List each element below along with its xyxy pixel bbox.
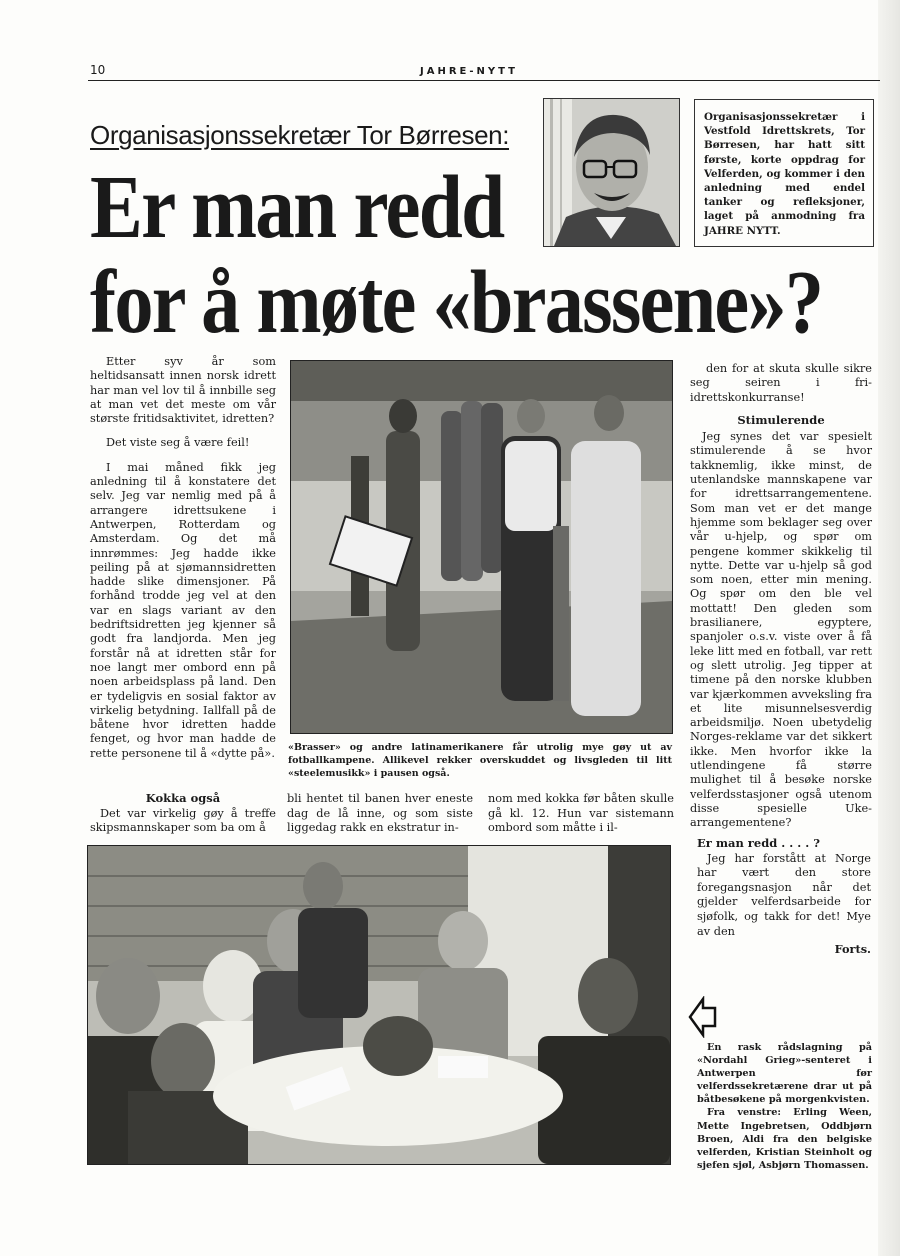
- photo-caption: «Brasser» og andre latinamerikanere får utrolig mye gøy ut av fotballkampene. Allikevel rekker overskuddet og livsgleden til litt «steelemusikk» i pausen også.: [288, 742, 672, 780]
- arrow-left-icon: [688, 996, 718, 1038]
- headline-line-1: Er man redd: [90, 158, 504, 257]
- subheading: Stimulerende: [737, 412, 825, 427]
- paragraph: Det var virkelig gøy å treffe skipsmannskaper som ba om å: [90, 806, 276, 834]
- article-column-1: [90, 355, 276, 771]
- subheading: Kokka også: [145, 791, 221, 805]
- paragraph: den for at skuta skulle sikre seg seiren i fri-idrettskonkurranse!: [690, 362, 872, 404]
- caption-paragraph: Fra venstre: Erling Ween, Mette Ingebretsen, Oddbjørn Broen, Aldi fra den belgiske velferden, Kristian Steinholt og sjefen sjøl, Asbjørn Thomassen.: [697, 1107, 872, 1171]
- kokka-section: [90, 791, 276, 836]
- article-column-3: [690, 362, 872, 839]
- page-edge: [878, 0, 900, 1256]
- continued-marker: Forts.: [834, 942, 871, 957]
- article-kicker: Organisasjonssekretær Tor Børresen:: [90, 120, 510, 150]
- paragraph: Det viste seg å være feil!: [106, 436, 250, 450]
- paragraph: Etter syv år som heltidsansatt innen norsk idrett har man vel lov til å innbille seg at man vet det meste om vår største fritidsaktivitet, idretten?: [90, 355, 276, 426]
- paragraph: Jeg har forstått at Norge har vært den store foregangsnasjon når det gjelder velferdsarbeide for sjøfolk, og takk for det! Mye av den: [697, 851, 871, 938]
- meeting-photo: [87, 845, 671, 1165]
- header-rule: [88, 80, 880, 81]
- paragraph: I mai måned fikk jeg anledning til å konstatere det selv. Jeg var nemlig med på å arrangere idrettsukene i Antwerpen, Rotterdam og Amsterdam. Og det må innrømmes: Jeg hadde ikke peiling på at sjømannsidretten hadde slike dimensjoner. På forhånd trodde jeg vel at den var en slags variant av den bedriftsidretten jeg kjenner så godt fra landjorda. Men jeg forstår nå at idretten står for noe langt mer ombord enn på noen arbeidsplass på land. Den er tydeligvis en sosial faktor av virkelig betydning. Iallfall på de båtene hvor idretten hadde fenget, og hvor man hadde de rette personene til å «dytte på».: [90, 460, 276, 760]
- magazine-name: JAHRE-NYTT: [420, 66, 518, 77]
- text-snippet-mid: bli hentet til banen hver eneste dag de lå inne, og som siste liggedag rakk en ekstratur in-: [287, 792, 473, 834]
- portrait-photo: [543, 98, 680, 247]
- page-number: 10: [90, 63, 106, 77]
- intro-box: Organisasjonssekretær i Vestfold Idrettskrets, Tor Børresen, har hatt sitt første, korte oppdrag for Velferden, og kommer i den anledning med endel tanker og refleksjoner, laget på anmodning fra JAHRE NYTT.: [694, 99, 874, 247]
- article-column-4: [697, 828, 871, 957]
- text-snippet-right: nom med kokka før båten skulle gå kl. 12. Hun var sistemann ombord som måtte i il-: [488, 792, 674, 834]
- photo-caption-2: [697, 1041, 872, 1172]
- caption-paragraph: En rask rådslagning på «Nordahl Grieg»-senteret i Antwerpen før velferdssekretærene drar ut på båtbesøkene på morgenkvisten.: [697, 1042, 872, 1106]
- football-photo: [290, 360, 673, 734]
- subheading: Er man redd . . . . ?: [697, 836, 821, 850]
- paragraph: Jeg synes det var spesielt stimulerende å se hvor takknemlig, ikke minst, de utenlandske mannskapene var for idrettsarrangementene. Som man vet er det mange hjemme som beklager seg over vår u-hjelp, og spør om pengene kommer skikkelig til nytte. Dette var u-hjelp så god som noen, etter min mening. Og spør om den ble vel mottatt! Den gleden som brasilianere, egyptere, spanjoler o.s.v. viste over å få leke litt med en fotball, var rett og slett utrolig. Jeg tipper at timene på den norske klubben var kjærkommen avveksling fra et lite misunnelsesverdig arbeidsmiljø. Noen ubetydelig Norges-reklame var det sikkert ikke. Men hvorfor ikke la utlendingene få større mulighet til å besøke norske velferdsstasjoner også utenom disse spesielle Uke-arrangementene?: [690, 430, 872, 830]
- headline-line-2: for å møte «brassene»?: [90, 253, 823, 352]
